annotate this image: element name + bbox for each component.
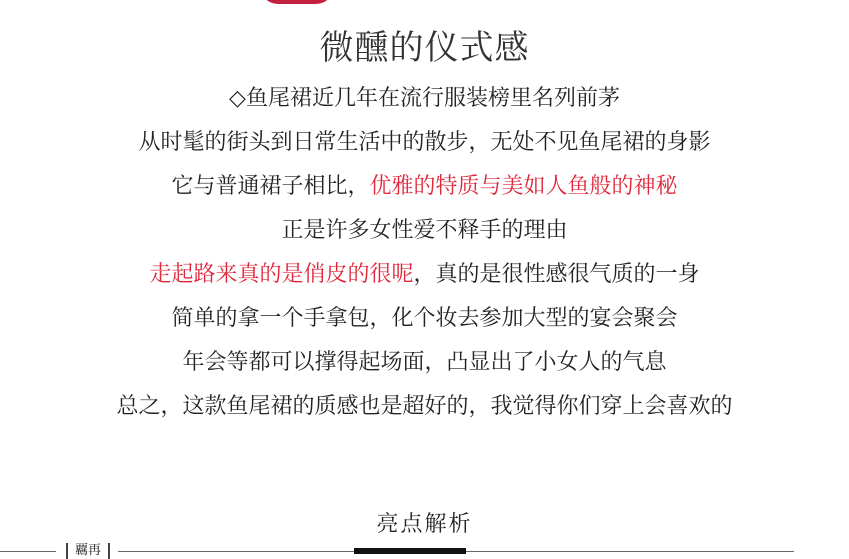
text-line xyxy=(0,216,849,246)
text-line xyxy=(0,128,849,158)
section-badge-text: 覊再 xyxy=(74,543,101,558)
divider-left xyxy=(0,551,56,552)
text-line xyxy=(0,84,849,114)
text-segment: ◇鱼尾裙近几年在流行服装榜里名列前茅 xyxy=(229,86,620,111)
section-title: 亮点解析 xyxy=(376,512,473,537)
text-segment: ，真的是很性感很气质的一身 xyxy=(413,262,700,287)
text-line xyxy=(0,260,849,290)
text-segment: 简单的拿一个手拿包，化个妆去参加大型的宴会聚会 xyxy=(171,306,678,331)
page-title: 微醺的仪式感 xyxy=(319,28,530,68)
top-decorative-arc xyxy=(260,0,334,4)
text-segment: 正是许多女性爱不释手的理由 xyxy=(281,218,568,243)
text-segment: 年会等都可以撑得起场面，凸显出了小女人的气息 xyxy=(182,350,667,375)
section-title-underline xyxy=(354,548,466,554)
highlights-section-header xyxy=(0,508,849,559)
highlighted-text: 走起路来真的是俏皮的很呢 xyxy=(149,262,414,287)
text-segment: 它与普通裙子相比， xyxy=(171,174,370,199)
text-segment: 从时髦的街头到日常生活中的散步，无处不见鱼尾裙的身影 xyxy=(138,130,711,155)
text-line xyxy=(0,304,849,334)
text-line xyxy=(0,348,849,378)
highlighted-text: 优雅的特质与美如人鱼般的神秘 xyxy=(369,174,678,199)
text-line xyxy=(0,392,849,422)
text-line xyxy=(0,172,849,202)
text-segment: 总之，这款鱼尾裙的质感也是超好的，我觉得你们穿上会喜欢的 xyxy=(116,394,733,419)
section-badge xyxy=(66,543,110,559)
